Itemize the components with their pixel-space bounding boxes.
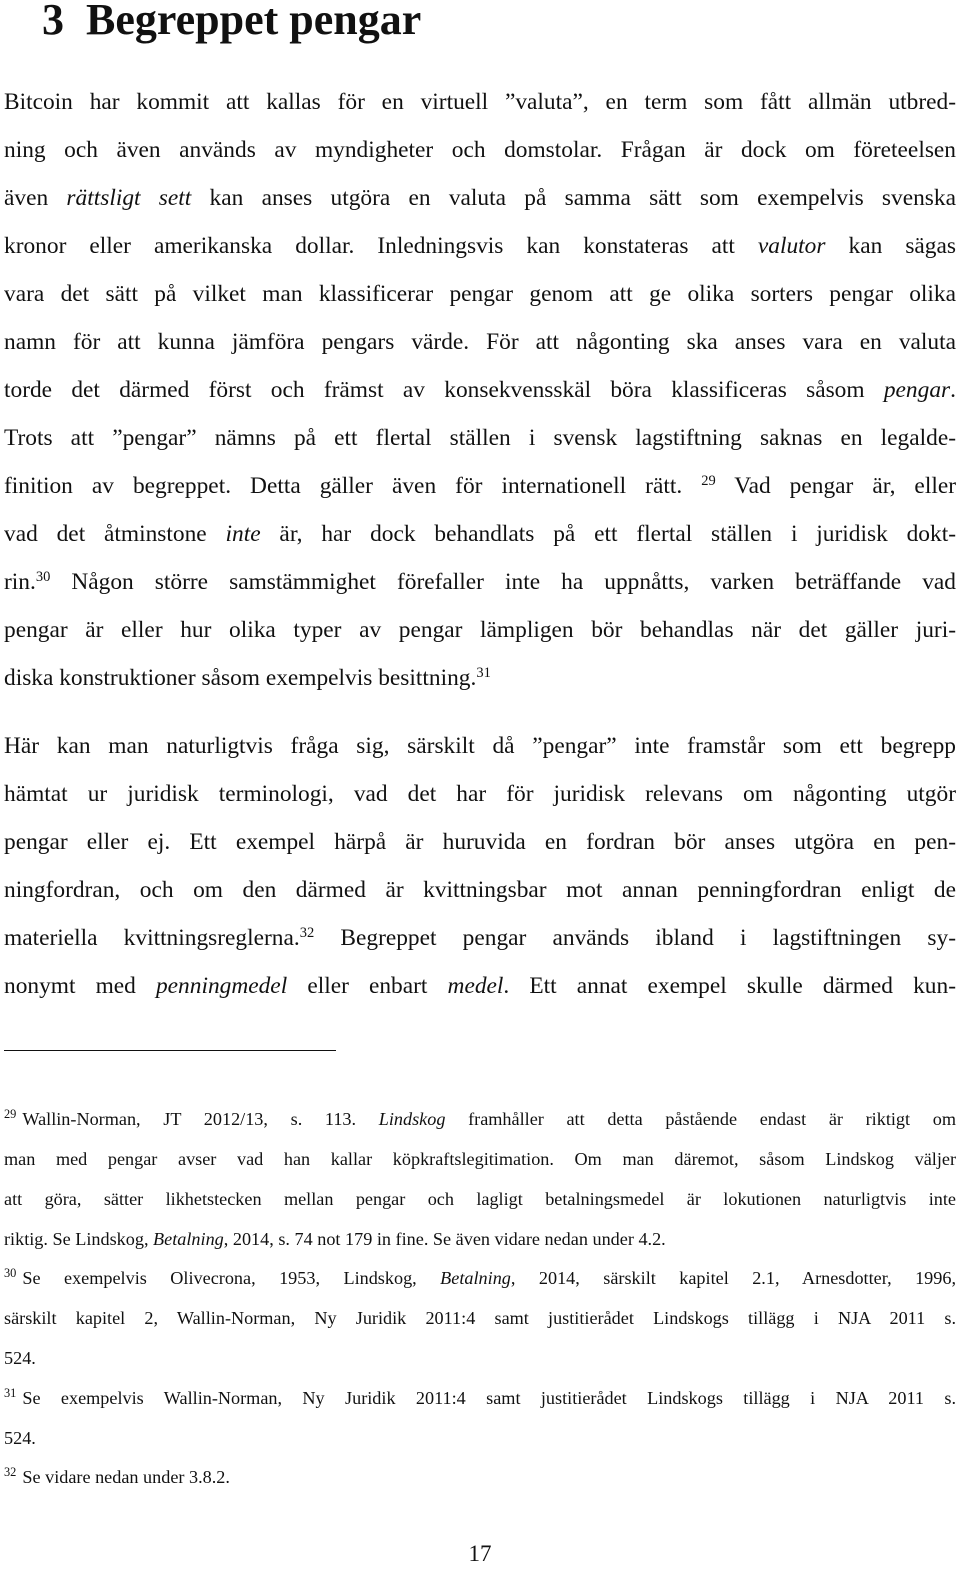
text-line: torde det därmed först och främst av konsekvensskäl böra klassificeras såsom pengar. [4,377,956,403]
footnote-line: att göra, sätter likhetstecken mellan pengar och lagligt betalningsmedel är lokutionen naturligtvis inte [4,1189,956,1209]
footnote-29: $^{29}$ Wallin-Norman, JT 2012/13, s. 113. Lindskog framhåller att detta påstående endast är riktigt om [4,1106,956,1129]
footnote-number: 32 [4,1464,17,1479]
footnote-number: 29 [4,1106,17,1121]
text-line: Här kan man naturligtvis fråga sig, särskilt då ”pengar” inte framstår som ett begrepp [4,733,956,759]
text-line: Bitcoin har kommit att kallas för en virtuell ”valuta”, en term som fått allmän utbred- [4,89,956,115]
footnote-line: man med pengar avser vad han kallar köpkraftslegitimation. Om man däremot, såsom Lindskog väljer [4,1149,956,1169]
footnote-30: $^{30}$ Se exempelvis Olivecrona, 1953, Lindskog, Betalning, 2014, särskilt kapitel 2.1, Arnesdotter, 1996, [4,1265,956,1288]
chapter-heading [42,0,421,46]
text-line: nonymt med penningmedel eller enbart medel. Ett annat exempel skulle därmed kun- [4,973,956,999]
text-line: diska konstruktioner såsom exempelvis besittning.$^{31}$ [4,665,491,691]
emphasis: Betalning [440,1268,511,1288]
text-line: ning och även används av myndigheter och domstolar. Frågan är dock om företeelsen [4,137,956,163]
footnote-line: 524. [4,1348,36,1368]
emphasis: medel [447,973,504,999]
emphasis: penningmedel [155,973,288,999]
text-line: pengar eller ej. Ett exempel härpå är huruvida en fordran bör anses utgöra en pen- [4,829,956,855]
chapter-title: Begreppet pengar [86,0,422,44]
footnote-line: särskilt kapitel 2, Wallin-Norman, Ny Juridik 2011:4 samt justitierådet Lindskogs tillägg i NJA 2011 s. [4,1308,956,1328]
footnote-ref[interactable]: 30 [35,569,51,586]
emphasis: Betalning [153,1229,224,1249]
emphasis: valutor [757,233,826,259]
footnote-line: riktig. Se Lindskog, Betalning, 2014, s. 74 not 179 in fine. Se även vidare nedan under 4.2. [4,1229,666,1249]
footnote-line: 524. [4,1428,36,1448]
footnote-number: 31 [4,1385,17,1400]
text-line: ningfordran, och om den därmed är kvittningsbar mot annan penningfordran enligt de [4,877,956,903]
text-line: materiella kvittningsreglerna.$^{32}$ Begreppet pengar används ibland i lagstiftningen sy- [4,925,956,951]
emphasis: rättsligt sett [66,185,192,211]
footnote-ref[interactable]: 29 [701,473,716,490]
chapter-number: 3 [42,0,64,44]
text-line: namn för att kunna jämföra pengars värde. För att någonting ska anses vara en valuta [4,329,956,355]
text-line: rin.$^{30}$ Någon större samstämmighet förefaller inte ha uppnåtts, varken beträffande vad [4,569,956,595]
text-line: pengar är eller hur olika typer av pengar lämpligen bör behandlas när det gäller juri- [4,617,956,643]
footnote-number: 30 [4,1265,17,1280]
footnote-32: $^{32}$ Se vidare nedan under 3.8.2. [4,1464,230,1487]
text-line: hämtat ur juridisk terminologi, vad det har för juridisk relevans om någonting utgör [4,781,956,807]
page-number: 17 [468,1541,492,1566]
footnote-ref[interactable]: 32 [299,925,315,942]
emphasis: Lindskog [378,1109,446,1129]
text-line: vara det sätt på vilket man klassificerar pengar genom att ge olika sorters pengar olika [4,281,956,307]
footnote-31: $^{31}$ Se exempelvis Wallin-Norman, Ny Juridik 2011:4 samt justitierådet Lindskogs tillägg i NJA 2011 s. [4,1385,956,1408]
text-line: Trots att ”pengar” nämns på ett flertal ställen i svensk lagstiftning saknas en legalde- [4,425,956,451]
emphasis: inte [225,521,261,547]
text-line: kronor eller amerikanska dollar. Inledningsvis kan konstateras att valutor kan sägas [4,233,956,259]
footnote-separator [4,1050,336,1051]
text-line: även rättsligt sett kan anses utgöra en valuta på samma sätt som exempelvis svenska [4,185,956,211]
text-line: vad det åtminstone inte är, har dock behandlats på ett flertal ställen i juridisk dokt- [4,521,956,547]
footnote-ref[interactable]: 31 [476,665,491,682]
text-line: finition av begreppet. Detta gäller även för internationell rätt. $^{29}$ Vad pengar är, eller [4,473,956,499]
emphasis: pengar [883,377,951,403]
